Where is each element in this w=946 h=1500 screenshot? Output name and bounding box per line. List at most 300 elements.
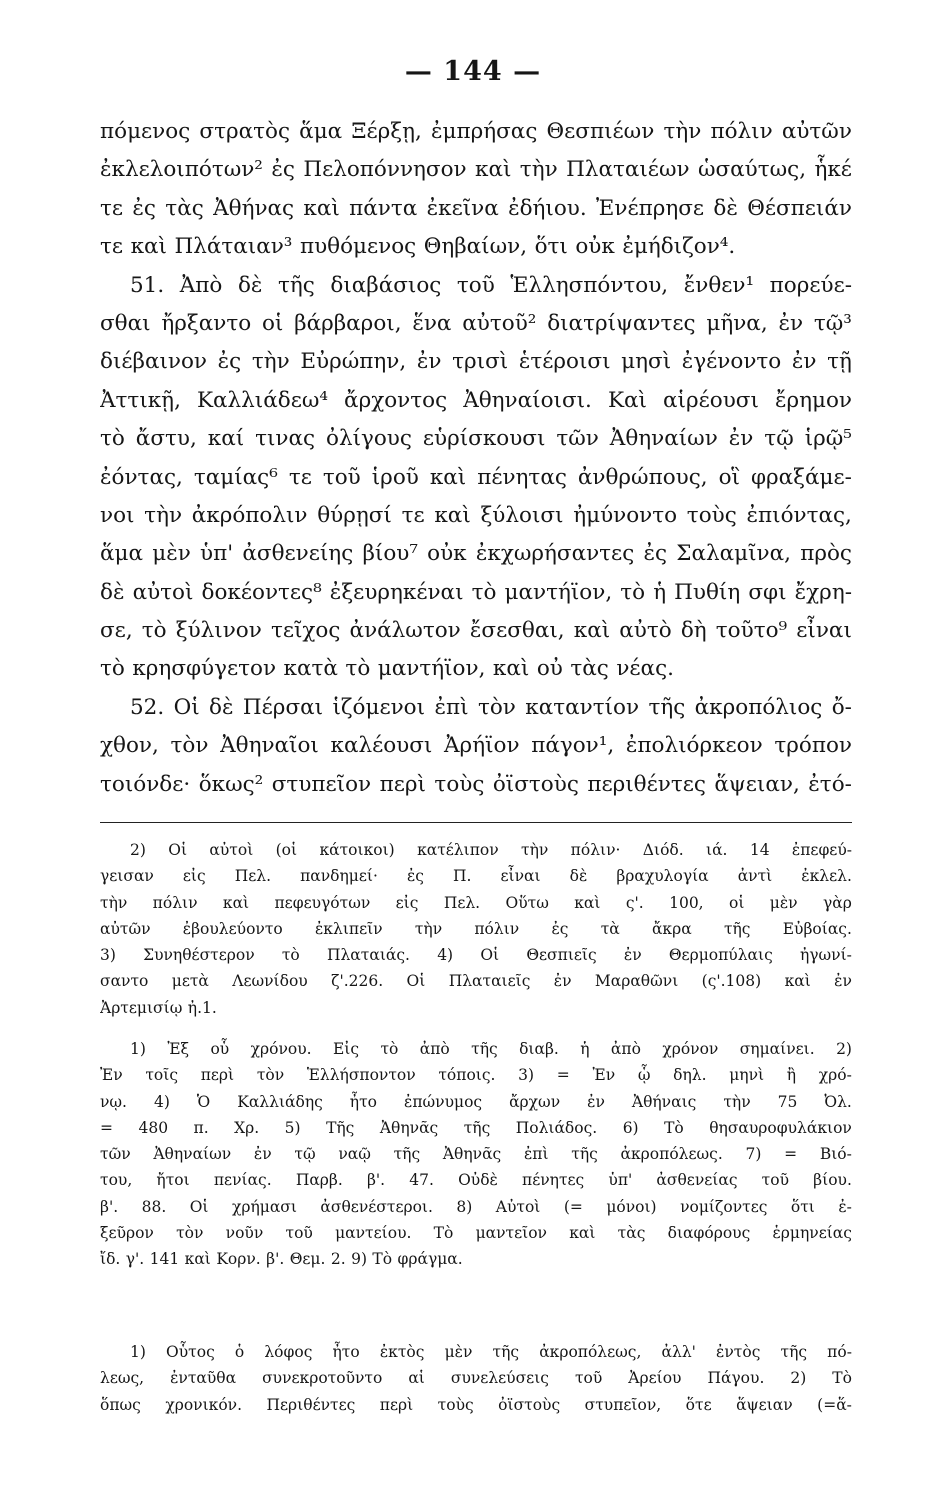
word: ἀκρόπολιν — [191, 502, 308, 528]
word: τε — [100, 234, 124, 260]
text-line — [100, 190, 852, 228]
word: ὑπ' — [608, 1171, 633, 1190]
word: πένητες — [522, 1171, 585, 1190]
word: κρησφύγετον — [132, 656, 277, 682]
word: νέας. — [616, 656, 674, 682]
word: ἔσεσθαι, — [469, 618, 565, 644]
word: Βιό- — [819, 1145, 852, 1164]
word: εὑρίσκουσι — [422, 426, 546, 452]
word: περὶ — [379, 1395, 414, 1414]
word: ἐκλιπεῖν — [314, 919, 383, 938]
word: Τὸ — [433, 1224, 454, 1243]
word: τὰς — [165, 195, 204, 221]
word: Χρ. — [234, 1118, 260, 1137]
word: ἐντὸς — [716, 1343, 761, 1361]
word: τοῦτο⁹ — [715, 618, 788, 644]
word: κατέλιπον — [417, 841, 499, 859]
word: ἐκεῖνα — [426, 195, 499, 221]
word: ἐς — [643, 541, 668, 567]
footnote-line — [100, 1365, 852, 1391]
word: Οὕτω — [505, 893, 549, 912]
word: Μαραθῶνι — [594, 972, 679, 991]
word: ἐν — [553, 972, 572, 991]
word: τὸ — [281, 946, 300, 965]
word: γεισαν — [100, 867, 154, 886]
word: τοῦ — [285, 1224, 313, 1243]
word: β'. — [366, 1171, 386, 1190]
word: συνελεύσεις — [450, 1369, 549, 1388]
word: ἐκλελοιπότων² — [100, 157, 263, 183]
word: 2) — [790, 1369, 807, 1388]
word: ἐμπρήσας — [430, 119, 538, 144]
word: ὀϊστοὺς — [498, 1395, 561, 1414]
word: ἐπὶ — [434, 694, 469, 720]
word: οὐκ — [427, 541, 467, 567]
word: Λεωνίδου — [232, 972, 308, 991]
word: Πελοπόννησον — [303, 157, 467, 183]
word: μαντήϊον, — [504, 579, 613, 605]
word: Πελ. — [443, 893, 481, 912]
word: λεως, — [100, 1369, 145, 1388]
page-number: — 144 — — [404, 56, 542, 87]
word: διαβ. — [519, 1040, 559, 1058]
footnote-line — [100, 1167, 852, 1193]
word: Π. — [453, 867, 472, 886]
word: τε — [401, 502, 425, 528]
word: τῶν — [556, 426, 599, 452]
word: δὲ — [100, 579, 125, 605]
word: ἑτέροισι — [518, 349, 611, 375]
footnote-line — [100, 916, 852, 942]
word: τῷ — [764, 426, 794, 452]
word: αὐτὸ — [619, 618, 672, 644]
word: τοῖς — [145, 1066, 179, 1085]
text-line — [100, 228, 852, 266]
word: ἱρῷ⁵ — [804, 426, 852, 452]
word: χρόνον — [662, 1040, 719, 1058]
word: σαντο — [100, 972, 149, 991]
word: Τὸ — [372, 1250, 393, 1269]
word: ἀσθενέστεροι. — [320, 1197, 433, 1216]
word: τῶν — [100, 1145, 131, 1164]
word: ἀνάλωτον — [349, 618, 461, 644]
word: βραχυλογία — [616, 867, 709, 886]
footnote-divider — [100, 822, 852, 823]
word: τὰ — [600, 919, 620, 938]
footnote-line — [100, 890, 852, 916]
word: διαφόρους — [667, 1224, 751, 1243]
word: καὶ — [574, 893, 601, 912]
word: καὶ — [303, 195, 340, 221]
word: ταμίας⁶ — [193, 464, 278, 490]
word: ἐ- — [838, 1197, 852, 1216]
word: μαντεῖον — [475, 1224, 547, 1243]
word: πόλιν — [474, 919, 520, 938]
word: (οἱ — [275, 841, 298, 859]
word: νοῦν — [225, 1224, 264, 1243]
word: τῆς — [648, 694, 686, 720]
word: ξύλινον — [175, 618, 262, 644]
word: γὰρ — [822, 893, 852, 912]
word: Παρβ. — [295, 1171, 343, 1190]
word: ἀνθρώπους, — [577, 464, 708, 490]
word: 2. — [330, 1250, 346, 1269]
word: Καὶ — [607, 387, 647, 413]
word: ἐν — [728, 426, 754, 452]
word: πάντα — [349, 195, 418, 221]
word: αὐτοὶ — [132, 579, 194, 605]
word: = — [556, 1066, 570, 1085]
word: ιά. — [706, 841, 728, 859]
word: ἐν — [416, 349, 442, 375]
word: βίου⁷ — [362, 541, 418, 567]
word: Ἑλλήσποντον — [306, 1066, 416, 1085]
word: ἀκροπόλιος — [694, 694, 823, 720]
word: οἱ — [728, 893, 745, 912]
word: Κορν. — [216, 1250, 261, 1269]
word: Ἀθηνᾶς — [442, 1145, 502, 1164]
word: ἐπώνυμος — [404, 1092, 483, 1111]
word: τῆς — [492, 1343, 520, 1361]
word: σθαι — [100, 310, 151, 336]
word: 7) — [745, 1145, 762, 1164]
word: (ς'.108) — [701, 972, 762, 991]
word: Συνηθέστερον — [143, 946, 255, 965]
word: Ἀθήναις — [631, 1092, 697, 1111]
text-line — [100, 382, 852, 420]
word: τῆς — [571, 1145, 598, 1164]
text-line — [100, 727, 852, 765]
word: ἐδήιου. — [508, 195, 587, 221]
word: οὐ — [536, 656, 563, 682]
word: Τὸ — [832, 1369, 852, 1388]
word: Ἀρτεμισίῳ — [100, 998, 183, 1017]
word: ἐπολιόρκεον — [625, 733, 763, 759]
word: καὶ — [429, 464, 467, 490]
word: μαντήϊον, — [377, 656, 486, 682]
word: π. — [193, 1118, 209, 1137]
word: θύρῃσί — [317, 502, 392, 528]
word: ἐν — [253, 1145, 272, 1164]
text-line — [100, 766, 852, 804]
text-line — [100, 689, 852, 727]
word: ἐν — [791, 349, 817, 375]
word: Σαλαμῖνα, — [676, 541, 791, 567]
word: τοῦ — [322, 464, 361, 490]
word: τῆς — [277, 272, 315, 298]
word: ἐν — [587, 1092, 605, 1111]
word: Πολιάδος. — [515, 1118, 598, 1137]
footnote-line — [100, 1089, 852, 1115]
word: ἐν — [623, 946, 642, 965]
footnote-line — [100, 1339, 852, 1365]
word: χρόνου. — [250, 1040, 312, 1058]
word: βάρβαροι, — [294, 310, 402, 336]
word: τοῦ — [761, 1171, 790, 1190]
word: (= — [563, 1197, 583, 1216]
word: αὐτοὶ — [209, 841, 254, 859]
word: αἱρέουσι — [663, 387, 759, 413]
word: Θεμ. — [289, 1250, 326, 1269]
word: 2) — [836, 1040, 852, 1058]
word: ἐκχωρήσαντες — [475, 541, 635, 567]
word: πεφευγότων — [274, 893, 371, 912]
word: ἅμα — [100, 541, 144, 567]
word: αὐτοῦ² — [462, 310, 537, 336]
word: Αὐτοὶ — [495, 1197, 541, 1216]
word: Διόδ. — [642, 841, 684, 859]
word: ἔχρη- — [794, 579, 852, 605]
word: τρισὶ — [452, 349, 509, 375]
word: στρατὸς — [199, 119, 291, 144]
word: μὲν — [152, 541, 191, 567]
word: αἱ — [408, 1369, 425, 1388]
word: φραξάμε- — [750, 464, 852, 490]
footnote-line — [100, 1194, 852, 1220]
word: καὶ — [475, 157, 512, 183]
word: βίου. — [813, 1171, 852, 1190]
word: τὸν — [170, 733, 209, 759]
word: τῷ³ — [813, 310, 852, 336]
word: συνεκροτοῦντο — [262, 1369, 383, 1388]
word: Οἱ — [168, 841, 188, 859]
word: ἐπὶ — [523, 1145, 549, 1164]
footnote-line — [100, 863, 852, 889]
footnote-line — [100, 1220, 852, 1246]
word: θησαυροφυλάκιον — [709, 1118, 852, 1137]
word: 5) — [284, 1118, 301, 1137]
word: τὸ — [141, 618, 167, 644]
word: Καλλιάδης — [237, 1092, 323, 1111]
word: = — [100, 1118, 113, 1137]
text-line — [100, 650, 852, 688]
word: ὄ- — [831, 694, 852, 720]
word: ἅψειαν — [736, 1395, 793, 1414]
word: τοῦ — [574, 1369, 603, 1388]
word: ἐτό- — [808, 771, 852, 797]
word: τὴν — [521, 841, 549, 859]
word: τόποις. — [438, 1066, 496, 1085]
word: Ἐνέπρησε — [596, 195, 705, 221]
footnotes-block-3 — [100, 1339, 852, 1418]
word: β'. — [100, 1197, 119, 1216]
word: δὴ — [680, 618, 707, 644]
word: ἡ — [580, 1040, 590, 1058]
word: τε — [288, 464, 312, 490]
word: καὶ — [569, 1224, 596, 1243]
word: εἰς — [182, 867, 206, 886]
word: ἄρχων — [509, 1092, 561, 1111]
word: β'. — [266, 1250, 285, 1269]
word: ἱροῦ — [371, 464, 419, 490]
word: τῇ — [827, 349, 852, 375]
word: Θεσπιεῖς — [526, 946, 597, 965]
word: τινας — [255, 426, 316, 452]
word: οὗ — [210, 1040, 230, 1058]
word: ἑρμηνείας — [772, 1224, 852, 1243]
word: ς'. — [625, 893, 644, 912]
word: 2) — [130, 841, 146, 859]
word: Πλαταιάς. — [326, 946, 410, 965]
word: καὶ — [222, 893, 250, 912]
word: πόμενος — [100, 119, 191, 144]
word: Ἀπὸ — [179, 272, 223, 298]
word: ἐκτὸς — [379, 1343, 425, 1361]
word: τὴν — [144, 502, 183, 528]
word: τὸν — [477, 694, 516, 720]
word: Ἐν — [592, 1066, 616, 1085]
word: περιθέντες — [587, 771, 706, 797]
word: ἐς — [406, 867, 424, 886]
word: Εὐρώπην, — [300, 349, 407, 375]
word: μόνοι) — [606, 1197, 657, 1216]
word: Ἀθήνας — [213, 195, 295, 221]
word: Καλλιάδεω⁴ — [196, 387, 328, 413]
word: Θερμοπύλαις — [668, 946, 773, 965]
word: 88. — [141, 1197, 167, 1216]
word: μῆνα, — [706, 310, 768, 336]
word: ὑπ' — [200, 541, 234, 567]
word: τὴν — [251, 349, 290, 375]
word: Ἐξ — [167, 1040, 190, 1058]
word: ὀϊστοὺς — [492, 771, 579, 797]
word: = — [784, 1145, 798, 1164]
word: του, — [100, 1171, 133, 1190]
word: οἱ — [261, 310, 284, 336]
word: ἕνα — [412, 310, 452, 336]
word: ἀλλ' — [661, 1343, 696, 1361]
word: τε — [100, 195, 124, 221]
word: τὸ — [100, 426, 125, 452]
word: ναῷ — [338, 1145, 371, 1164]
word: ὡσαύτως, — [697, 157, 807, 183]
word: Θηβαίων, — [423, 234, 528, 260]
word: 9) — [351, 1250, 367, 1269]
word: ἀσθενείης — [242, 541, 354, 567]
footnotes-block-1 — [100, 837, 852, 1021]
text-line — [100, 305, 852, 343]
word: 4) — [154, 1092, 170, 1111]
word: χρονικόν. — [165, 1395, 243, 1414]
word: τῆς — [780, 1343, 808, 1361]
word: μαντείου. — [335, 1224, 412, 1243]
word: Τῆς — [326, 1118, 355, 1137]
word: Ὁ — [196, 1092, 211, 1111]
word: οἳ — [718, 464, 740, 490]
text-line — [100, 343, 852, 381]
word: ζ'.226. — [331, 972, 384, 991]
word: Πέρσαι — [242, 694, 324, 720]
word: ἐπιόντας, — [746, 502, 852, 528]
word: 47. — [409, 1171, 434, 1190]
word: δὲ — [209, 694, 234, 720]
footnote-line — [100, 837, 852, 863]
word: ἐόντας, — [100, 464, 183, 490]
word: ἐς — [271, 157, 295, 183]
word: δὲ — [713, 195, 738, 221]
word: ἐμήδιζον⁴. — [622, 234, 736, 260]
word: μὲν — [444, 1343, 473, 1361]
word: Ἀθηναῖοι — [220, 733, 319, 759]
word: τὴν — [519, 157, 558, 183]
word: 100, — [669, 893, 704, 912]
word: τὴν — [723, 1092, 751, 1111]
footnote-line — [100, 995, 852, 1021]
word: Τὸ — [664, 1118, 684, 1137]
word: ἐς — [132, 195, 156, 221]
word: Ἐν — [100, 1066, 123, 1085]
word: Ἀθηναίοισι. — [463, 387, 592, 413]
word: Πυθίη — [674, 579, 741, 605]
word: ὅτι — [534, 234, 568, 260]
word: καὶ — [434, 502, 471, 528]
word: Οἱ — [189, 1197, 209, 1216]
text-line — [100, 459, 852, 497]
word: καὶ — [492, 656, 530, 682]
word: Ὀλ. — [824, 1092, 852, 1111]
word: Οἱ — [480, 946, 500, 965]
text-line — [100, 151, 852, 189]
word: ἀσθενείας — [656, 1171, 738, 1190]
word: χρήμασι — [231, 1197, 297, 1216]
word: πόλιν — [152, 893, 198, 912]
word: πανδημεί· — [300, 867, 378, 886]
word: τὴν — [663, 119, 702, 144]
word: ὀλίγους — [326, 426, 412, 452]
word: τὸ — [620, 579, 646, 605]
word: ἐνταῦθα — [170, 1369, 237, 1388]
word: 8) — [456, 1197, 473, 1216]
word: ὅπως — [100, 1395, 141, 1414]
word: 14 — [749, 841, 770, 859]
word: τῆς — [723, 919, 751, 938]
word: Πλαταιεῖς — [448, 972, 531, 991]
word: Ἀθηναίων — [609, 426, 718, 452]
word: 1) — [130, 1040, 146, 1058]
word: ὁ — [234, 1343, 245, 1361]
word: πορεύε- — [769, 272, 852, 298]
word: μετὰ — [171, 972, 209, 991]
word: πάγον¹, — [531, 733, 615, 759]
word: ἐς — [217, 349, 242, 375]
footnote-line — [100, 942, 852, 968]
word: ἴδ. — [100, 1250, 121, 1269]
word: σε, — [100, 618, 133, 644]
word: ἅμα — [299, 119, 343, 144]
word: πένητας — [477, 464, 567, 490]
word: ὅτι — [790, 1197, 815, 1216]
word: κατὰ — [283, 656, 338, 682]
word: διατρίψαντες — [547, 310, 696, 336]
word: νομίζοντες — [680, 1197, 768, 1216]
word: ἦτο — [332, 1343, 360, 1361]
word: ἠμύνοντο — [573, 502, 678, 528]
word: 3) — [518, 1066, 535, 1085]
word: ἐβουλεύοντο — [182, 919, 283, 938]
word: οὐκ — [575, 234, 615, 260]
word: ἐγένοντο — [681, 349, 782, 375]
text-line — [100, 535, 852, 573]
word: ἤτοι — [156, 1171, 190, 1190]
footnote-line — [100, 1246, 852, 1272]
word: πόλιν — [710, 119, 773, 144]
footnote-line — [100, 1036, 852, 1062]
word: μησὶ — [621, 349, 672, 375]
footnote-line — [100, 968, 852, 994]
word: τὸ — [471, 579, 497, 605]
word: ἐξευρηκέναι — [329, 579, 464, 605]
word: πρὸς — [800, 541, 852, 567]
